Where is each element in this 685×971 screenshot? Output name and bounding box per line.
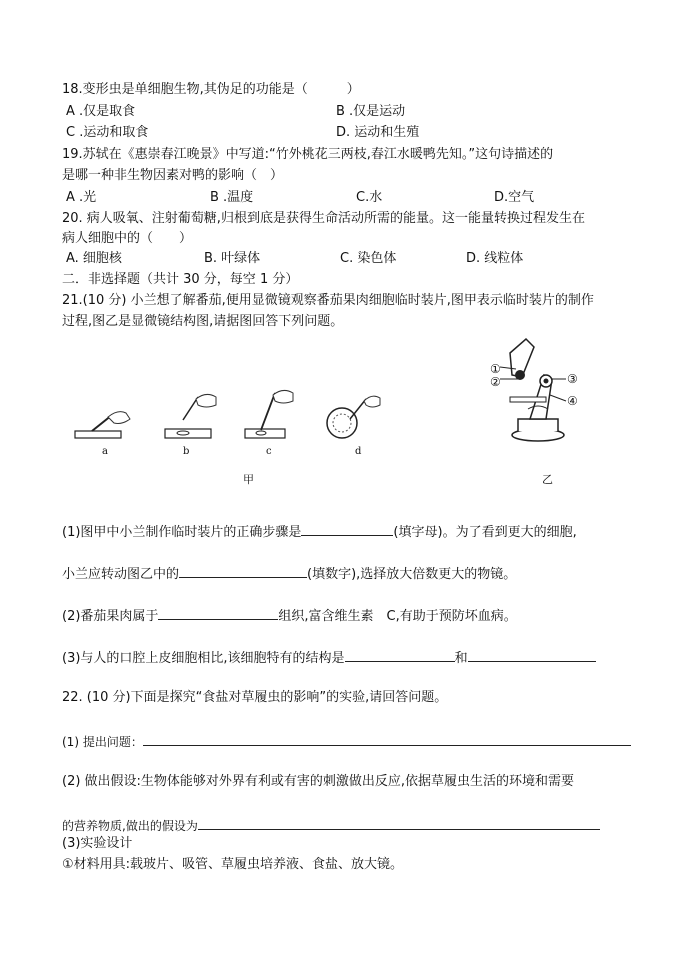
q22-stem: 22. (10 分)下面是探究“食盐对草履虫的影响”的实验,请回答问题。 — [62, 690, 448, 705]
callout-2: ② — [490, 375, 501, 389]
q19-option-a: A .光 — [66, 190, 97, 205]
answer-blank-structure-1[interactable] — [345, 648, 455, 662]
microscope-illustration — [488, 335, 598, 443]
figure-slide-steps — [70, 385, 390, 465]
q19-option-b: B .温度 — [210, 190, 254, 205]
q18-option-c: C .运动和取食 — [66, 125, 149, 140]
callout-1: ① — [490, 362, 501, 376]
q18-stem: 18.变形虫是单细胞生物,其伪足的功能是（ ） — [62, 82, 360, 97]
answer-blank-tissue[interactable] — [158, 606, 278, 620]
step-c-illustration — [245, 390, 293, 438]
answer-blank-part-number[interactable] — [179, 564, 307, 578]
q20-stem-line2: 病人细胞中的（ ） — [62, 231, 193, 246]
answer-blank-question[interactable] — [143, 732, 631, 746]
step-label-c: c — [266, 446, 272, 457]
q20-stem-line1: 20. 病人吸氧、注射葡萄糖,归根到底是获得生命活动所需的能量。这一能量转换过程发生在 — [62, 211, 585, 226]
q18-option-d: D. 运动和生殖 — [336, 125, 420, 140]
q22-part3: (3)实验设计 — [62, 836, 133, 851]
step-a-illustration — [75, 412, 130, 438]
q18-option-b: B .仅是运动 — [336, 104, 406, 119]
step-d-illustration — [327, 396, 380, 438]
section-heading: 二．非选择题（共计 30 分，每空 1 分） — [62, 272, 299, 287]
q21-part1-line1: (1)图甲中小兰制作临时装片的正确步骤是 (填字母)。为了看到更大的细胞, — [62, 522, 577, 541]
q21-part1-line2: 小兰应转动图乙中的 (填数字),选择放大倍数更大的物镜。 — [62, 564, 516, 583]
q21-stem-line2: 过程,图乙是显微镜结构图,请据图回答下列问题。 — [62, 314, 344, 329]
q20-option-b: B. 叶绿体 — [204, 251, 261, 266]
step-label-d: d — [355, 446, 362, 457]
q22-part3-materials: ①材料用具:载玻片、吸管、草履虫培养液、食盐、放大镜。 — [62, 857, 404, 872]
answer-blank-steps[interactable] — [301, 522, 393, 536]
q19-stem-line1: 19.苏轼在《惠崇春江晚景》中写道:“竹外桃花三两枝,春江水暖鸭先知。”这句诗描述的 — [62, 147, 554, 162]
q21-stem-line1: 21.(10 分) 小兰想了解番茄,便用显微镜观察番茄果肉细胞临时装片,图甲表示临时装片的制作 — [62, 293, 594, 308]
callout-4: ④ — [567, 394, 578, 408]
answer-blank-structure-2[interactable] — [468, 648, 596, 662]
q20-option-c: C. 染色体 — [340, 251, 397, 266]
figure-caption-left: 甲 — [243, 473, 254, 486]
answer-blank-hypothesis[interactable] — [198, 816, 600, 830]
step-b-illustration — [165, 394, 216, 438]
q21-part2: (2)番茄果肉属于 组织,富含维生素 C,有助于预防坏血病。 — [62, 606, 517, 625]
q22-part2-line2: 的营养物质,做出的假设为 — [62, 816, 600, 834]
step-label-b: b — [183, 446, 190, 457]
q19-option-d: D.空气 — [494, 190, 535, 205]
q18-option-a: A .仅是取食 — [66, 104, 136, 119]
q21-part3: (3)与人的口腔上皮细胞相比,该细胞特有的结构是 和 — [62, 648, 596, 667]
callout-3: ③ — [567, 372, 578, 386]
figure-caption-right: 乙 — [542, 473, 553, 486]
step-label-a: a — [102, 446, 108, 457]
q19-stem-line2: 是哪一种非生物因素对鸭的影响（ ） — [62, 168, 284, 183]
q22-part1: (1) 提出问题： — [62, 732, 631, 750]
q19-option-c: C.水 — [356, 190, 383, 205]
q20-option-d: D. 线粒体 — [466, 251, 524, 266]
q20-option-a: A. 细胞核 — [66, 251, 122, 266]
q22-part2-line1: (2) 做出假设:生物体能够对外界有利或有害的刺激做出反应,依据草履虫生活的环境和需要 — [62, 774, 575, 789]
